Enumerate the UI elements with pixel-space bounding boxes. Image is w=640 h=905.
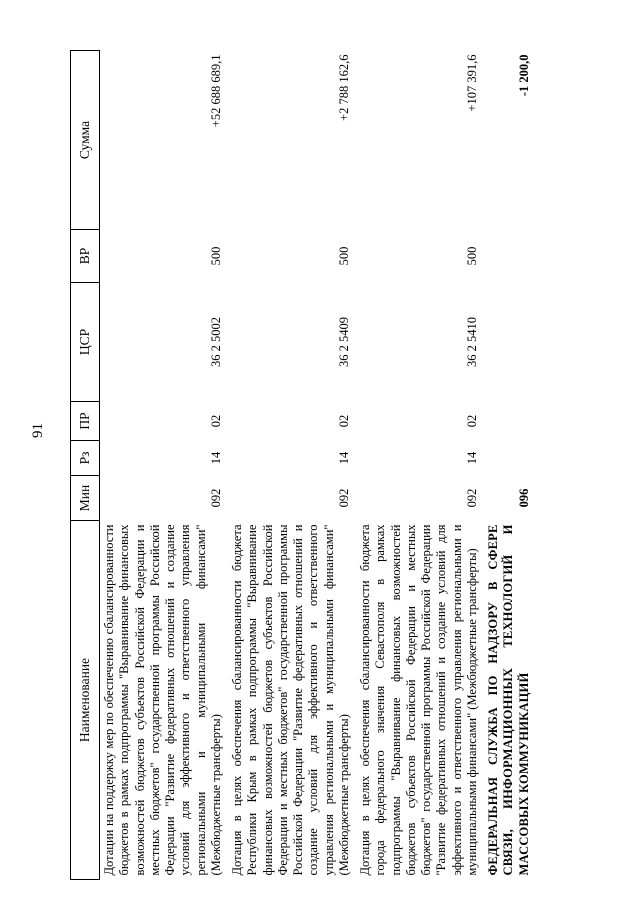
header-sum: Сумма [71, 51, 100, 230]
row-pr: 02 [336, 414, 351, 428]
row-sum: +2 788 162,6 [336, 54, 351, 121]
row-csr: 36 2 5409 [336, 317, 351, 367]
row-name: Дотации на поддержку мер по обеспечению сбалансированности бюджетов в рамках подпрограммы "Выравнивание финансовых возможностей бюджетов субъектов Российской Федерации и местных бюджетов" государственной программы Российской Федерации "Развитие федеративных отношений и создание условий для эффективного и ответственного управления региональными и муниципальными финансами" (Межбюджетные трансферты) [102, 524, 223, 876]
row-pr: 02 [464, 414, 479, 428]
budget-table [70, 50, 536, 880]
table-row [100, 51, 229, 880]
row-vr: 500 [464, 246, 479, 266]
table-row [228, 51, 356, 880]
header-pr: ПР [71, 402, 100, 441]
row-rz: 14 [208, 451, 223, 465]
row-sum: +52 688 689,1 [208, 54, 223, 128]
row-rz: 14 [464, 451, 479, 465]
row-pr [484, 402, 536, 441]
row-name: Дотация в целях обеспечения сбалансированности бюджета города федерального значения Севастополя в рамках подпрограммы "Выравнивание финансовых возможностей бюджетов субъектов Российской Федерации и местных бюджетов" государственной программы Российской Федерации "Развитие федеративных отношений и создание условий для эффективного и ответственного управления региональными и муниципальными финансами" (Межбюджетные трансферты) [358, 524, 479, 876]
row-vr: 500 [208, 246, 223, 266]
header-csr: ЦСР [71, 283, 100, 402]
table-row [484, 51, 536, 880]
row-name: ФЕДЕРАЛЬНАЯ СЛУЖБА ПО НАДЗОРУ В СФЕРЕ СВЯЗИ, ИНФОРМАЦИОННЫХ ТЕХНОЛОГИЙ И МАССОВЫХ КОММУНИКАЦИЙ [486, 524, 531, 876]
table-header-row [71, 51, 100, 880]
header-rz: Рз [71, 441, 100, 476]
row-sum: +107 391,6 [464, 54, 479, 112]
row-vr: 500 [336, 246, 351, 266]
row-min: 092 [208, 488, 223, 508]
budget-table-rotated [70, 50, 630, 880]
header-vr: ВР [71, 230, 100, 283]
row-min: 092 [336, 488, 351, 508]
row-vr [484, 230, 536, 283]
header-name: Наименование [71, 521, 100, 880]
row-min: 092 [464, 488, 479, 508]
table-row [356, 51, 484, 880]
header-min: Мин [71, 476, 100, 521]
row-sum: -1 200,0 [516, 54, 531, 97]
row-name: Дотация в целях обеспечения сбалансированности бюджета Республики Крым в рамках подпрограммы "Выравнивание финансовых возможностей бюджетов субъектов Российской Федерации и местных бюджетов" государственной программы Российской Федерации "Развитие федеративных отношений и создание условий для эффективного и ответственного управления региональными и муниципальными финансами" (Межбюджетные трансферты) [230, 524, 351, 876]
row-csr: 36 2 5410 [464, 317, 479, 367]
row-rz: 14 [336, 451, 351, 465]
row-pr: 02 [208, 414, 223, 428]
row-rz [484, 441, 536, 476]
row-min: 096 [516, 488, 531, 508]
row-csr: 36 2 5002 [208, 317, 223, 367]
row-csr [484, 283, 536, 402]
page-number: 91 [30, 423, 46, 438]
